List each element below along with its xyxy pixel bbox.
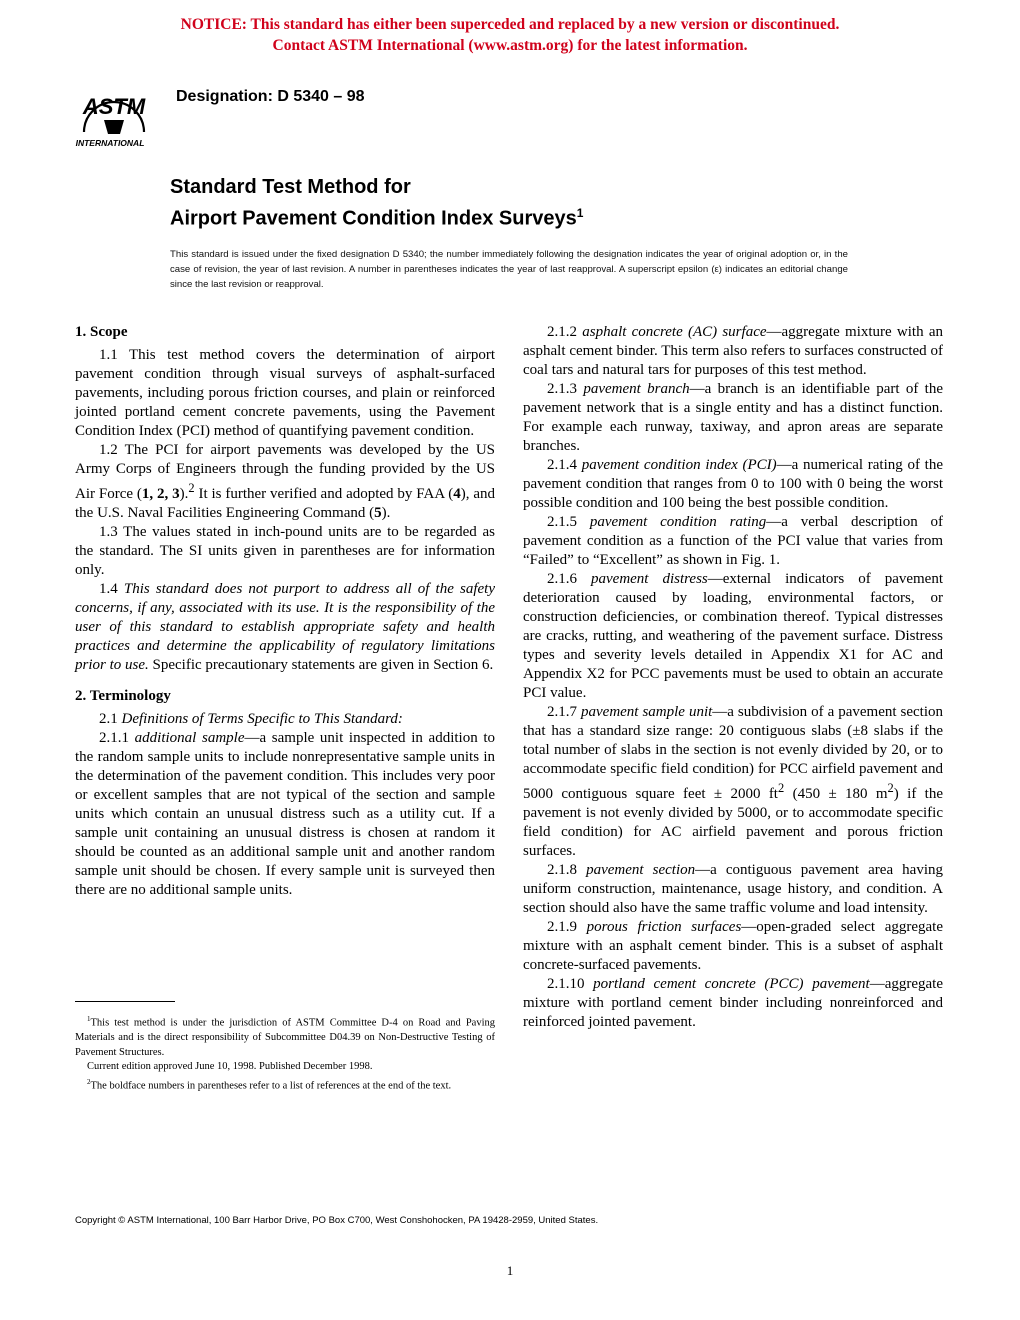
footnote-1: $^1$This test method is under the jurisdiction of ASTM Committee D-4 on Road and Paving Materials and is the direct responsibility of Subcommittee D04.39 on Non-Destructive Testing of Pavement Structures. <box>75 1015 495 1058</box>
title-footnote-mark: 1 <box>576 206 584 220</box>
notice-line-2: Contact ASTM International (www.astm.org) for the latest information. <box>272 37 748 54</box>
para-2-1-5: 2.1.5 pavement condition rating—a verbal description of pavement condition as a function of the PCI value that varies from “Failed” to “Excellent” as shown in Fig. 1. <box>523 514 944 568</box>
para-2-1-8: 2.1.8 pavement section—a contiguous pavement area having uniform construction, maintenance, usage history, and condition. A section should also have the same traffic volume and load intensity. <box>523 862 944 916</box>
logo-subtext: INTERNATIONAL <box>75 138 145 148</box>
para-1-1: 1.1 This test method covers the determination of airport pavement condition through visual surveys of asphalt-surfaced pavements, including porous friction courses, and plain or reinforced jointed portland cement concrete pavements, using the Pavement Condition Index (PCI) method of quantifying pavement condition. <box>75 347 495 439</box>
para-2-1-7: 2.1.7 pavement sample unit—a subdivision of a pavement section that has a standard size range: 20 contiguous slabs (±8 slabs if the total number of slabs in the section is not evenly divided by 20, or to accommodate specific field condition) for PCC airfield pavement and 5000 contiguous square feet ± 2000 $ft^2$ (450 ± 180 $m^2$) if the pavement is not evenly divided by 5000, or to accommodate specific field condition) for AC airfield pavement and porous friction surfaces. <box>523 704 943 859</box>
para-2-1-6: 2.1.6 pavement distress—external indicators of pavement deterioration caused by loading, environmental factors, or construction deficiencies, or combination thereof. Typical distresses are cracks, rutting, and weathering of the pavement surface. Distress types and severity levels detailed in Appendix X1 for AC and Appendix X2 for PCC pavements must be used to obtain an accurate PCI value. <box>523 571 944 701</box>
para-2-1-4: 2.1.4 pavement condition index (PCI)—a numerical rating of the pavement condition that ranges from 0 to 100 with 0 being the worst possible condition and 100 being the best possible condition. <box>523 457 943 511</box>
footnote-rule <box>75 1001 175 1002</box>
para-1-4: 1.4 This standard does not purport to address all of the safety concerns, if any, associated with its use. It is the responsibility of the user of this standard to establish appropriate safety and health practices and determine the applicability of regulatory limitations prior to use. Specific precautionary statements are given in Section 6. <box>75 581 496 673</box>
logo-text: ASTM <box>82 94 146 119</box>
astm-logo <box>64 80 164 150</box>
issue-note: This standard is issued under the fixed designation D 5340; the number immediately following the designation indicates the year of original adoption or, in the case of revision, the year of last revision. A number in parentheses indicates the year of last reapproval. A superscript epsilon (ε) indicates an editorial change since the last revision or reapproval. <box>170 249 848 290</box>
right-column <box>523 323 943 1032</box>
copyright-line: Copyright © ASTM International, 100 Barr Harbor Drive, PO Box C700, West Conshohocken, PA 19428-2959, United States. <box>75 1215 599 1226</box>
notice-banner <box>0 14 1020 56</box>
para-2-1-3: 2.1.3 pavement branch—a branch is an identifiable part of the pavement network that is a single entity and has a distinct function. For example each runway, taxiway, and apron areas are separate branches. <box>523 381 943 454</box>
para-2-1-2: 2.1.2 asphalt concrete (AC) surface—aggregate mixture with an asphalt cement binder. This term also refers to surfaces constructed of coal tars and natural tars for purposes of this test method. <box>523 324 943 378</box>
para-1-3: 1.3 The values stated in inch-pound units are to be regarded as the standard. The SI units given in parentheses are for information only. <box>75 524 495 578</box>
para-2-1: 2.1 Definitions of Terms Specific to This Standard: <box>99 711 403 727</box>
document-title <box>170 174 583 232</box>
title-line-2: Airport Pavement Condition Index Surveys$^1$ <box>170 206 584 230</box>
para-1-2: 1.2 The PCI for airport pavements was developed by the US Army Corps of Engineers through the funding provided by the US Air Force (1, 2, 3).$^2$ It is further verified and adopted by FAA (4), and the U.S. Naval Facilities Engineering Command (5). <box>75 442 495 521</box>
title-line-1: Standard Test Method for <box>170 176 411 198</box>
scope-heading: 1. Scope <box>75 324 128 340</box>
terminology-heading: 2. Terminology <box>75 688 171 704</box>
para-2-1-10: 2.1.10 portland cement concrete (PCC) pavement—aggregate mixture with portland cement binder including nonreinforced and reinforced jointed pavement. <box>523 976 943 1030</box>
footnote-2: $^2$The boldface numbers in parentheses refer to a list of references at the end of the text. <box>87 1077 452 1091</box>
footnote-1-edition: Current edition approved June 10, 1998. Published December 1998. <box>87 1061 373 1072</box>
notice-line-1: NOTICE: This standard has either been superceded and replaced by a new version or discontinued. <box>180 16 840 33</box>
designation: Designation: D 5340 – 98 <box>176 88 365 105</box>
left-column <box>75 323 495 900</box>
footnotes <box>75 1012 495 1094</box>
page-number: 1 <box>506 1263 514 1278</box>
para-2-1-1: 2.1.1 additional sample—a sample unit inspected in addition to the random sample units to include nonrepresentative sample units in the determination of the pavement condition. This includes very poor or excellent samples that are not typical of the section and sample units which contain an unusual distress such as a utility cut. If a sample unit containing an unusual distress is chosen at random it should be counted as an additional sample unit and another random sample unit should be chosen. If every sample unit is surveyed then there are no additional sample units. <box>75 730 496 898</box>
para-2-1-9: 2.1.9 porous friction surfaces—open-graded select aggregate mixture with an asphalt cement binder. This is a subset of asphalt concrete-surfaced pavements. <box>523 919 944 973</box>
